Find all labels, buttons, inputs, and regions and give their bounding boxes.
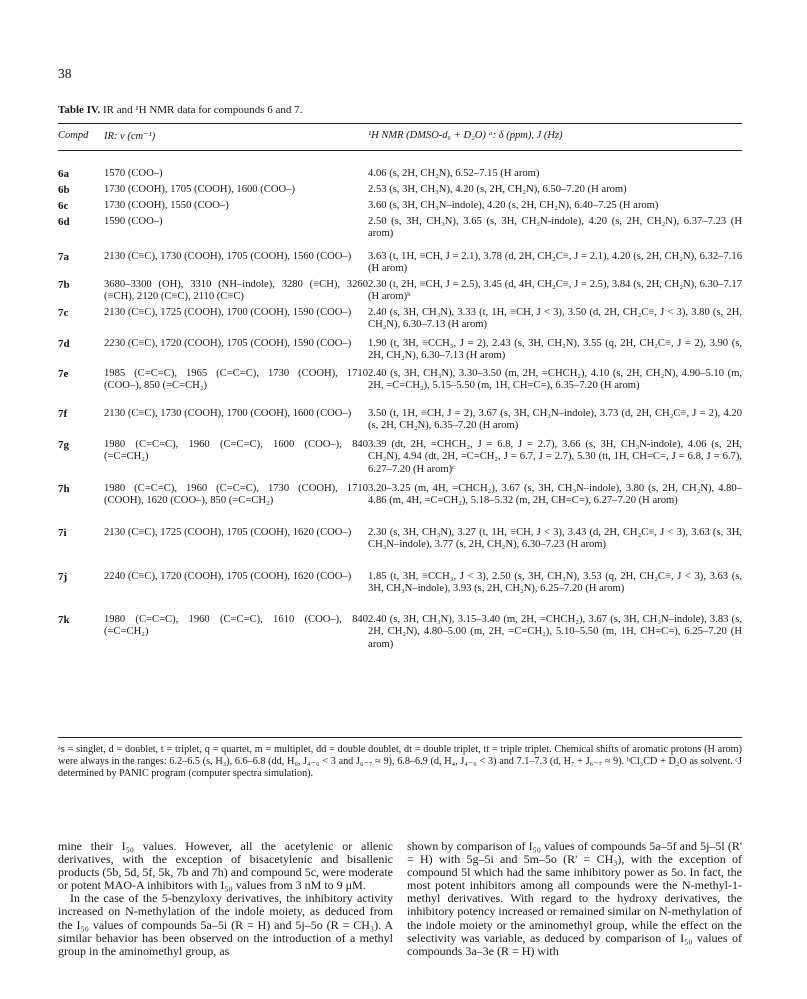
compd-cell: 7j: [58, 571, 68, 583]
nmr-cell: 4.06 (s, 2H, CH₂N), 6.52–7.15 (H arom): [368, 168, 540, 179]
nmr-cell: 2.30 (t, 2H, ≡CH, J = 2.5), 3.45 (d, 4H, CH₂C≡, J = 2.5), 3.84 (s, 2H, CH₂N), 6.30–7.17 (H arom)ᵇ: [368, 279, 742, 303]
ir-cell: 1980 (C=C=C), 1960 (C=C=C), 1730 (COOH), 1710 (COOH), 1620 (COO–), 850 (=C=CH₂): [104, 483, 368, 507]
table-label: Table IV.: [58, 104, 101, 116]
nmr-cell: 1.85 (t, 3H, ≡CCH₃, J < 3), 2.50 (s, 3H, CH₃N), 3.53 (q, 2H, CH₂C≡, J < 3), 3.63 (s, 3H, CH₃N–indole), 3.93 (s, 2H, CH₂N), 6.25–7.20 (H arom): [368, 571, 742, 595]
ir-cell: 2230 (C≡C), 1720 (COOH), 1705 (COOH), 1590 (COO–): [104, 338, 352, 349]
table-footnote: ᵃs = singlet, d = doublet, t = triplet, q = quartet, m = multiplet, dd = double doublet, dt = double triplet, tt = triple triplet. Chemical shifts of aromatic protons (H arom) were always in the ranges: 6.2–6.5 (s, H₃), 6.6–6.8 (dd, H₆, J₄₋₆ < 3 and J₆₋₇ ≈ 9), 6.8–6.9 (d, H₄, J₄₋₆ < 3) and 7.1–7.3 (d, H₇ + J₆₋₇ ≈ 9). ᵇCl₃CD + D₂O as solvent. ᶜJ determined by PANIC program (computer spectra simulation).: [58, 744, 742, 780]
nmr-cell: 2.30 (s, 3H, CH₃N), 3.27 (t, 1H, ≡CH, J < 3), 3.43 (d, 2H, CH₂C≡, J < 3), 3.63 (s, 3H, CH₃N–indole), 3.77 (s, 2H, CH₂N), 6.30–7.23 (H arom): [368, 527, 742, 551]
nmr-cell: 2.53 (s, 3H, CH₃N), 4.20 (s, 2H, CH₂N), 6.50–7.20 (H arom): [368, 184, 627, 195]
header-ir: IR: ν (cm⁻¹): [104, 131, 156, 142]
nmr-cell: 3.39 (dt, 2H, =CHCH₂, J = 6.8, J = 2.7), 3.66 (s, 3H, CH₃N-indole), 4.06 (s, 2H, CH₂N), 4.94 (dt, 2H, =C=CH₂, J = 6.7, J = 2.7), 5.30 (tt, 1H, CH=C=, J = 6.8, J = 6.7), 6.27–7.20 (H arom)ᶜ: [368, 439, 742, 475]
compd-cell: 7i: [58, 527, 67, 539]
compd-cell: 7k: [58, 614, 70, 626]
nmr-cell: 2.40 (s, 3H, CH₃N), 3.33 (t, 1H, ≡CH, J < 3), 3.50 (d, 2H, CH₂C≡, J < 3), 3.80 (s, 2H, CH₂N), 6.30–7.13 (H arom): [368, 307, 742, 331]
ir-cell: 2130 (C≡C), 1725 (COOH), 1705 (COOH), 1620 (COO–): [104, 527, 352, 538]
table-caption-text: IR and ¹H NMR data for compounds 6 and 7.: [102, 104, 303, 116]
nmr-cell: 2.40 (s, 3H, CH₃N), 3.15–3.40 (m, 2H, =CHCH₂), 3.67 (s, 3H, CH₃N–indole), 3.83 (s, 2H, CH₂N), 4.80–5.00 (m, 2H, =C=CH₂), 5.10–5.50 (m, 1H, CH=C=), 6.25–7.20 (H arom): [368, 614, 742, 650]
ir-cell: 1590 (COO–): [104, 216, 163, 227]
nmr-cell: 3.20–3.25 (m, 4H, =CHCH₂), 3.67 (s, 3H, CH₃N–indole), 3.80 (s, 2H, CH₂N), 4.80–4.86 (m, 4H, =C=CH₂), 5.18–5.32 (m, 2H, CH=C=), 6.27–7.20 (H arom): [368, 483, 742, 507]
ir-cell: 1980 (C=C=C), 1960 (C=C=C), 1610 (COO–), 840 (=C=CH₂): [104, 614, 368, 638]
compd-cell: 7f: [58, 408, 68, 420]
ir-cell: 1570 (COO–): [104, 168, 163, 179]
ir-cell: 3680–3300 (OH), 3310 (NH–indole), 3280 (≡CH), 3260 (≡CH), 2120 (C≡C), 2110 (C≡C): [104, 279, 368, 303]
table-top-rule: [58, 123, 742, 124]
compd-cell: 7a: [58, 251, 69, 263]
compd-cell: 7d: [58, 338, 70, 350]
compd-cell: 7g: [58, 439, 69, 451]
body-paragraph: mine their I₅₀ values. However, all the acetylenic or allenic derivatives, with the exception of bisacetylenic and bisallenic products (5b, 5d, 5f, 5k, 7b and 7h) and compound 5c, were moderate or potent MAO-A inhibitors with I₅₀ values from 3 nM to 9 μM.: [58, 839, 393, 893]
compd-cell: 7c: [58, 307, 69, 319]
compd-cell: 7b: [58, 279, 70, 291]
table-bottom-rule: [58, 737, 742, 738]
table-header-rule: [58, 150, 742, 151]
ir-cell: 2130 (C≡C), 1730 (COOH), 1705 (COOH), 1560 (COO–): [104, 251, 352, 262]
header-compd: Compd: [58, 130, 89, 141]
ir-cell: 1730 (COOH), 1550 (COO–): [104, 200, 229, 211]
ir-cell: 2130 (C≡C), 1725 (COOH), 1700 (COOH), 1590 (COO–): [104, 307, 352, 318]
body-right-column: [407, 840, 742, 958]
nmr-cell: 3.63 (t, 1H, ≡CH, J = 2.1), 3.78 (d, 2H, CH₂C≡, J = 2.1), 4.20 (s, 2H, CH₂N), 6.32–7.16 (H arom): [368, 251, 742, 275]
body-paragraph: shown by comparison of I₅₀ values of compounds 5a–5f and 5j–5l (R' = H) with 5g–5i and 5m–5o (R' = CH₃), with the exception of compound 5l which had the same inhibitory power as 5o. In fact, the most potent inhibitors among all compounds were the N-methyl-1-methyl derivatives. With regard to the hydroxy derivatives, the inhibitory potency increased or remained similar on N-methylation of the indole moiety or the aminomethyl group, while the effect on the selectivity was variable, as deduced by comparison of I₅₀ values of compounds 3a–3e (R = H) with: [407, 839, 742, 958]
ir-cell: 1985 (C=C=C), 1965 (C=C=C), 1730 (COOH), 1710 (COO–), 850 (=C=CH₂): [104, 368, 368, 392]
compd-cell: 6d: [58, 216, 70, 228]
nmr-cell: 3.50 (t, 1H, ≡CH, J = 2), 3.67 (s, 3H, CH₃N–indole), 3.73 (d, 2H, CH₂C≡, J = 2), 4.20 (s, 2H, CH₂N), 6.35–7.20 (H arom): [368, 408, 742, 432]
ir-cell: 2240 (C≡C), 1720 (COOH), 1705 (COOH), 1620 (COO–): [104, 571, 352, 582]
nmr-cell: 3.60 (s, 3H, CH₃N–indole), 4.20 (s, 2H, CH₂N), 6.40–7.25 (H arom): [368, 200, 659, 211]
compd-cell: 7h: [58, 483, 70, 495]
compd-cell: 7e: [58, 368, 69, 380]
compd-cell: 6c: [58, 200, 69, 212]
ir-cell: 2130 (C≡C), 1730 (COOH), 1700 (COOH), 1600 (COO–): [104, 408, 352, 419]
nmr-cell: 2.50 (s, 3H, CH₃N), 3.65 (s, 3H, CH₃N-indole), 4.20 (s, 2H, CH₂N), 6.37–7.23 (H arom): [368, 216, 742, 240]
ir-cell: 1980 (C=C=C), 1960 (C=C=C), 1600 (COO–), 840 (=C=CH₂): [104, 439, 368, 463]
header-nmr: ¹H NMR (DMSO-d₆ + D₂O) ᵃ: δ (ppm), J (Hz): [368, 130, 563, 141]
compd-cell: 6b: [58, 184, 70, 196]
page-number: 38: [58, 66, 72, 81]
nmr-cell: 2.40 (s, 3H, CH₃N), 3.30–3.50 (m, 2H, =CHCH₂), 4.10 (s, 2H, CH₂N), 4.90–5.10 (m, 2H, =C=CH₂), 5.15–5.50 (m, 1H, CH=C=), 6.35–7.20 (H arom): [368, 368, 742, 392]
body-paragraph: In the case of the 5-benzyloxy derivatives, the inhibitory activity increased on N-methylation of the indole moiety, as deduced from the I₅₀ values of compounds 5a–5i (R = H) and 5j–5o (R = CH₃). A similar behavior has been observed on the introduction of a methyl group in the aminomethyl group, as: [58, 891, 393, 958]
table-caption: [58, 104, 302, 116]
nmr-cell: 1.90 (t, 3H, ≡CCH₃, J = 2), 2.43 (s, 3H, CH₃N), 3.55 (q, 2H, CH₂C≡, J = 2), 3.90 (s, 2H, CH₂N), 6.30–7.13 (H arom): [368, 338, 742, 362]
ir-cell: 1730 (COOH), 1705 (COOH), 1600 (COO–): [104, 184, 295, 195]
body-left-column: [58, 840, 393, 958]
compd-cell: 6a: [58, 168, 69, 180]
